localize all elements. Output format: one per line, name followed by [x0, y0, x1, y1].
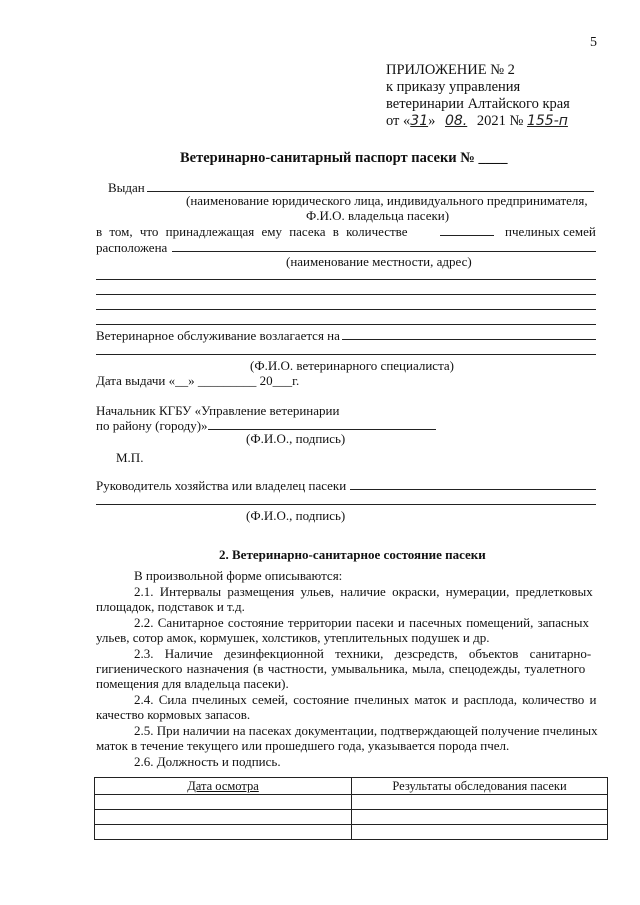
table-cell[interactable]	[95, 825, 352, 840]
bee-count-suffix: пчелиных семей	[505, 224, 596, 239]
table-cell[interactable]	[95, 795, 352, 810]
table-cell[interactable]	[95, 810, 352, 825]
location-label: расположена	[96, 240, 168, 255]
issued-hint-1: (наименование юридического лица, индивидуального предпринимателя,	[186, 193, 588, 208]
col-date-label: Дата осмотра	[187, 778, 259, 793]
col-date-header	[95, 778, 352, 795]
chief-line-1: Начальник КГБУ «Управление ветеринарии	[96, 403, 340, 418]
stamp-label: М.П.	[116, 450, 144, 465]
col-results-header	[352, 778, 608, 795]
blank-line[interactable]	[96, 309, 596, 310]
item-2-2-line-1: 2.2. Санитарное состояние территории пасеки и пасечных помещений, запасных	[134, 615, 589, 630]
item-2-2-line-2: ульев, сотор амок, кормушек, холстиков, утеплительных подушек и др.	[96, 630, 490, 645]
item-2-5-line-1: 2.5. При наличии на пасеках документации, подтверждающей получение пчелиных	[134, 723, 598, 738]
page-number: 5	[590, 35, 597, 50]
owner-label: Руководитель хозяйства или владелец пасеки	[96, 478, 347, 493]
date-prefix: от «	[386, 113, 411, 129]
item-2-1-line-1: 2.1. Интервалы размещения ульев, наличие окраски, нумерации, предлетковых	[134, 584, 593, 599]
item-2-1-line-2: площадок, подставок и т.д.	[96, 599, 245, 614]
item-2-3-line-3: помещения для владельца пасеки).	[96, 676, 289, 691]
table-row[interactable]	[95, 825, 608, 840]
chief-line-2: по району (городу)»	[96, 418, 208, 433]
table-row[interactable]	[95, 795, 608, 810]
bee-count-text: в том, что принадлежащая ему пасека в количестве	[96, 224, 408, 239]
item-2-6: 2.6. Должность и подпись.	[134, 754, 281, 769]
table-cell[interactable]	[352, 825, 608, 840]
appendix-line-2: ветеринарии Алтайского края	[386, 96, 570, 112]
location-hint: (наименование местности, адрес)	[286, 254, 472, 269]
bee-count-field[interactable]	[440, 235, 494, 236]
item-2-4-line-2: качество кормовых запасов.	[96, 707, 251, 722]
issued-line[interactable]	[147, 191, 594, 192]
table-cell[interactable]	[352, 795, 608, 810]
vet-service-label: Ветеринарное обслуживание возлагается на	[96, 328, 340, 343]
table-cell[interactable]	[352, 810, 608, 825]
date-day: 31	[410, 113, 429, 129]
section-2-title: 2. Ветеринарно-санитарное состояние пасеки	[219, 547, 486, 562]
date-month: 08.	[444, 113, 468, 129]
chief-signature-line[interactable]	[208, 429, 436, 430]
date-year: 2021 №	[476, 113, 524, 129]
date-mid: »	[428, 113, 436, 129]
location-line[interactable]	[172, 251, 596, 252]
table-header-row	[95, 778, 608, 795]
item-2-5-line-2: маток в течение текущего или прошедшего года, указывается порода пчел.	[96, 738, 510, 753]
appendix-date-line	[386, 113, 570, 130]
appendix-block	[386, 62, 570, 130]
item-2-3-line-1: 2.3. Наличие дезинфекционной техники, дезсредств, объектов санитарно-	[134, 646, 592, 661]
owner-hint: (Ф.И.О., подпись)	[246, 508, 346, 523]
issue-date: Дата выдачи «__» _________ 20___г.	[96, 373, 300, 388]
chief-hint: (Ф.И.О., подпись)	[246, 431, 346, 446]
col-results-label: Результаты обследования пасеки	[392, 778, 567, 793]
table-row[interactable]	[95, 810, 608, 825]
item-2-3-line-2: гигиенического назначения (в частности, умывальника, мыла, спецодежды, туалетного	[96, 661, 586, 676]
vet-service-hint: (Ф.И.О. ветеринарного специалиста)	[250, 358, 455, 373]
inspection-table	[94, 777, 608, 840]
section-2-intro: В произвольной форме описываются:	[134, 568, 343, 583]
owner-line[interactable]	[350, 489, 596, 490]
issued-label: Выдан	[108, 180, 145, 195]
blank-line[interactable]	[96, 324, 596, 325]
vet-service-line[interactable]	[342, 339, 596, 340]
order-number: 155-п	[526, 113, 568, 129]
blank-line[interactable]	[96, 354, 596, 355]
item-2-4-line-1: 2.4. Сила пчелиных семей, состояние пчелиных маток и расплода, количество и	[134, 692, 597, 707]
appendix-title: ПРИЛОЖЕНИЕ № 2	[386, 62, 515, 78]
blank-line[interactable]	[96, 294, 596, 295]
appendix-line-1: к приказу управления	[386, 79, 521, 95]
blank-line[interactable]	[96, 279, 596, 280]
blank-line[interactable]	[96, 504, 596, 505]
issued-hint-2: Ф.И.О. владельца пасеки)	[306, 208, 450, 223]
document-title: Ветеринарно-санитарный паспорт пасеки № ____	[180, 150, 508, 166]
